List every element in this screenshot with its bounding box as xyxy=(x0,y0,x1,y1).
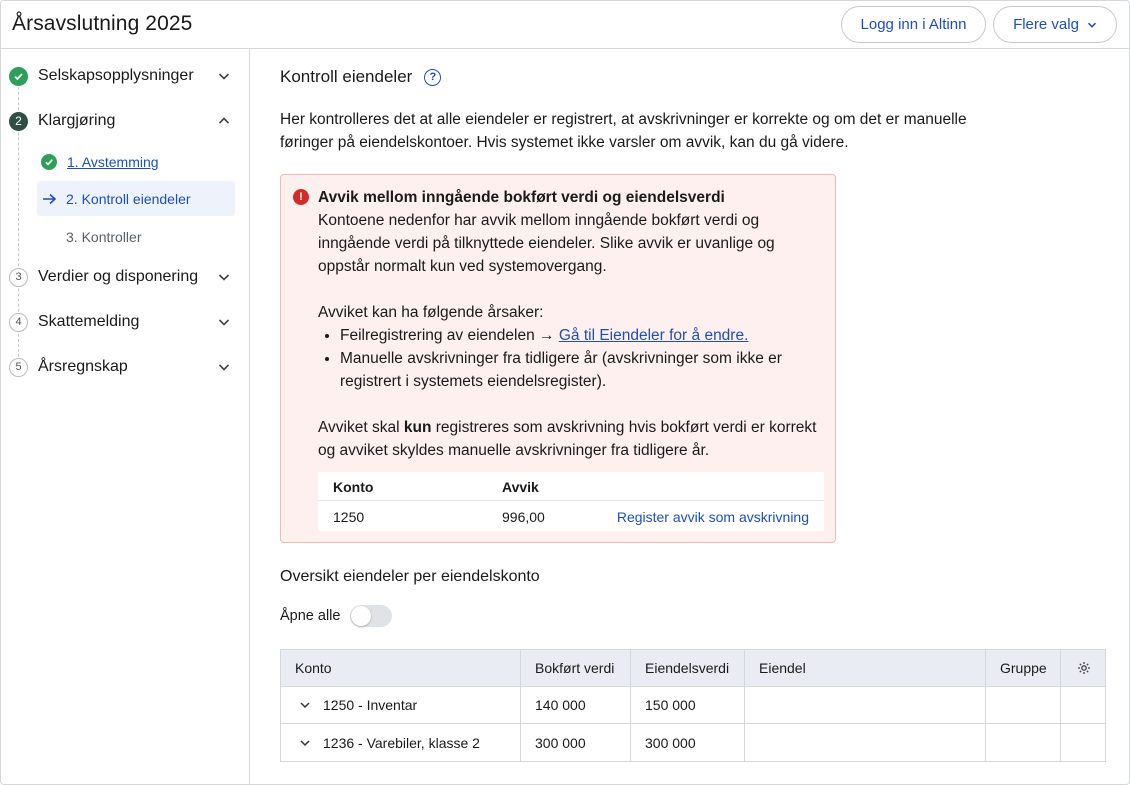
check-icon xyxy=(41,154,57,170)
page-title: Kontroll eiendeler xyxy=(280,67,413,86)
main-content xyxy=(251,49,1129,785)
chevron-down-icon[interactable] xyxy=(299,699,311,711)
intro-text: Her kontrolleres det at alle eiendeler er registrert, at avskrivninger er korrekte og om det er manuelle føringer på eiendelskontoer. Hvis systemet ikke varsler om avvik, kan du gå videre. xyxy=(280,111,967,151)
substep-kontroll-eiendeler[interactable] xyxy=(37,181,235,216)
alert-causes-list xyxy=(318,324,818,393)
booked-value-cell: 140 000 xyxy=(521,687,631,723)
substep-kontroller[interactable] xyxy=(37,219,235,254)
substep-label[interactable]: 1. Avstemming xyxy=(67,153,159,170)
overview-title: Oversikt eiendeler per eiendelskonto xyxy=(280,568,540,585)
substep-avstemming[interactable] xyxy=(37,144,235,179)
asset-cell xyxy=(745,724,986,761)
chevron-up-icon xyxy=(217,114,231,128)
stepper-sidebar xyxy=(1,49,250,785)
help-icon[interactable]: ? xyxy=(424,69,441,86)
column-header[interactable]: Gruppe xyxy=(986,650,1061,686)
list-item xyxy=(340,324,818,347)
chevron-down-icon xyxy=(217,270,231,284)
app-header xyxy=(1,1,1129,49)
substep-label: 3. Kontroller xyxy=(66,228,142,245)
column-header: Avvik xyxy=(502,479,539,495)
toggle-knob xyxy=(351,606,371,626)
table-row[interactable] xyxy=(281,687,1105,724)
arrow-right-icon xyxy=(42,193,57,205)
cause-text: Feilregistrering av eiendelen → xyxy=(340,327,555,344)
expand-all-toggle[interactable] xyxy=(350,605,392,627)
check-icon xyxy=(9,67,28,86)
deviation-cell: 996,00 xyxy=(502,509,545,525)
alert-body xyxy=(318,186,818,462)
step-label: Selskapsopplysninger xyxy=(38,67,194,84)
alert-text: Kontoene nedenfor har avvik mellom inngående bokført verdi og inngående verdi på tilknyttede eiendeler. Slike avvik er uvanlige og oppstår normalt kun ved systemovergang. xyxy=(318,212,775,275)
step-selskapsopplysninger[interactable] xyxy=(1,58,249,94)
account-cell: 1250 xyxy=(333,509,365,525)
altinn-login-button[interactable] xyxy=(841,6,986,43)
account-name: 1250 - Inventar xyxy=(323,697,418,713)
column-header[interactable]: Eiendelsverdi xyxy=(631,650,745,686)
error-icon: ! xyxy=(293,189,309,205)
asset-value-cell: 300 000 xyxy=(631,724,745,761)
gear-icon[interactable] xyxy=(1061,650,1106,686)
assets-grid xyxy=(280,649,1106,762)
table-row[interactable] xyxy=(281,724,1105,761)
booked-value-cell: 300 000 xyxy=(521,724,631,761)
step-number: 2 xyxy=(9,112,28,131)
group-cell xyxy=(986,724,1061,761)
settings-cell xyxy=(1061,687,1106,723)
step-label: Verdier og disponering xyxy=(38,268,199,285)
list-item: • Manuelle avskrivninger fra tidligere år (avskrivninger som ikke er registrert i systemets eiendelsregister). xyxy=(340,347,818,393)
register-deviation-link[interactable]: Register avvik som avskrivning xyxy=(616,509,809,525)
grid-header xyxy=(281,650,1105,687)
column-header[interactable]: Konto xyxy=(281,650,521,686)
alert-causes-intro: Avviket kan ha følgende årsaker: xyxy=(318,304,544,321)
table-header xyxy=(318,472,824,501)
chevron-down-icon xyxy=(217,69,231,83)
account-name: 1236 - Varebiler, klasse 2 xyxy=(323,734,480,751)
step-label: Årsregnskap xyxy=(38,358,128,375)
step-label: Skattemelding xyxy=(38,313,140,330)
settings-cell xyxy=(1061,724,1106,761)
column-header: Konto xyxy=(333,479,374,495)
step-number: 5 xyxy=(9,358,28,377)
table-row xyxy=(318,502,824,531)
substep-label: 2. Kontroll eiendeler xyxy=(66,190,191,207)
error-alert xyxy=(280,174,836,543)
chevron-down-icon xyxy=(217,360,231,374)
group-cell xyxy=(986,687,1061,723)
column-header[interactable]: Bokført verdi xyxy=(521,650,631,686)
step-klargjoring[interactable] xyxy=(1,103,249,139)
account-cell xyxy=(281,724,521,761)
alert-title: Avvik mellom inngående bokført verdi og eiendelsverdi xyxy=(318,189,725,206)
step-skattemelding[interactable] xyxy=(1,304,249,340)
asset-value-cell: 150 000 xyxy=(631,687,745,723)
asset-cell xyxy=(745,687,986,723)
step-number: 4 xyxy=(9,313,28,332)
note-text: registreres som avskrivning hvis bokført verdi er korrekt og avviket skyldes manuelle avskrivninger fra tidligere år. xyxy=(318,419,817,459)
account-cell xyxy=(281,687,521,723)
step-label: Klargjøring xyxy=(38,112,116,129)
section-header xyxy=(280,67,441,87)
chevron-down-icon[interactable] xyxy=(299,737,311,749)
more-options-button[interactable] xyxy=(993,6,1117,43)
chevron-down-icon xyxy=(1087,20,1097,30)
app-title: Årsavslutning 2025 xyxy=(12,12,193,35)
more-options-label: Flere valg xyxy=(1013,16,1079,33)
expand-all-control xyxy=(280,605,392,627)
step-verdier-og-disponering[interactable] xyxy=(1,259,249,295)
note-emphasis: kun xyxy=(403,419,432,436)
step-number: 3 xyxy=(9,268,28,287)
deviation-table xyxy=(318,472,824,531)
chevron-down-icon xyxy=(217,315,231,329)
column-header[interactable]: Eiendel xyxy=(745,650,986,686)
toggle-label: Åpne alle xyxy=(280,608,341,624)
note-text: Avviket skal xyxy=(318,419,400,436)
go-to-assets-link[interactable]: Gå til Eiendeler for å endre. xyxy=(558,327,749,344)
alert-note xyxy=(318,416,818,462)
step-arsregnskap[interactable] xyxy=(1,349,249,385)
altinn-login-label: Logg inn i Altinn xyxy=(860,16,967,33)
